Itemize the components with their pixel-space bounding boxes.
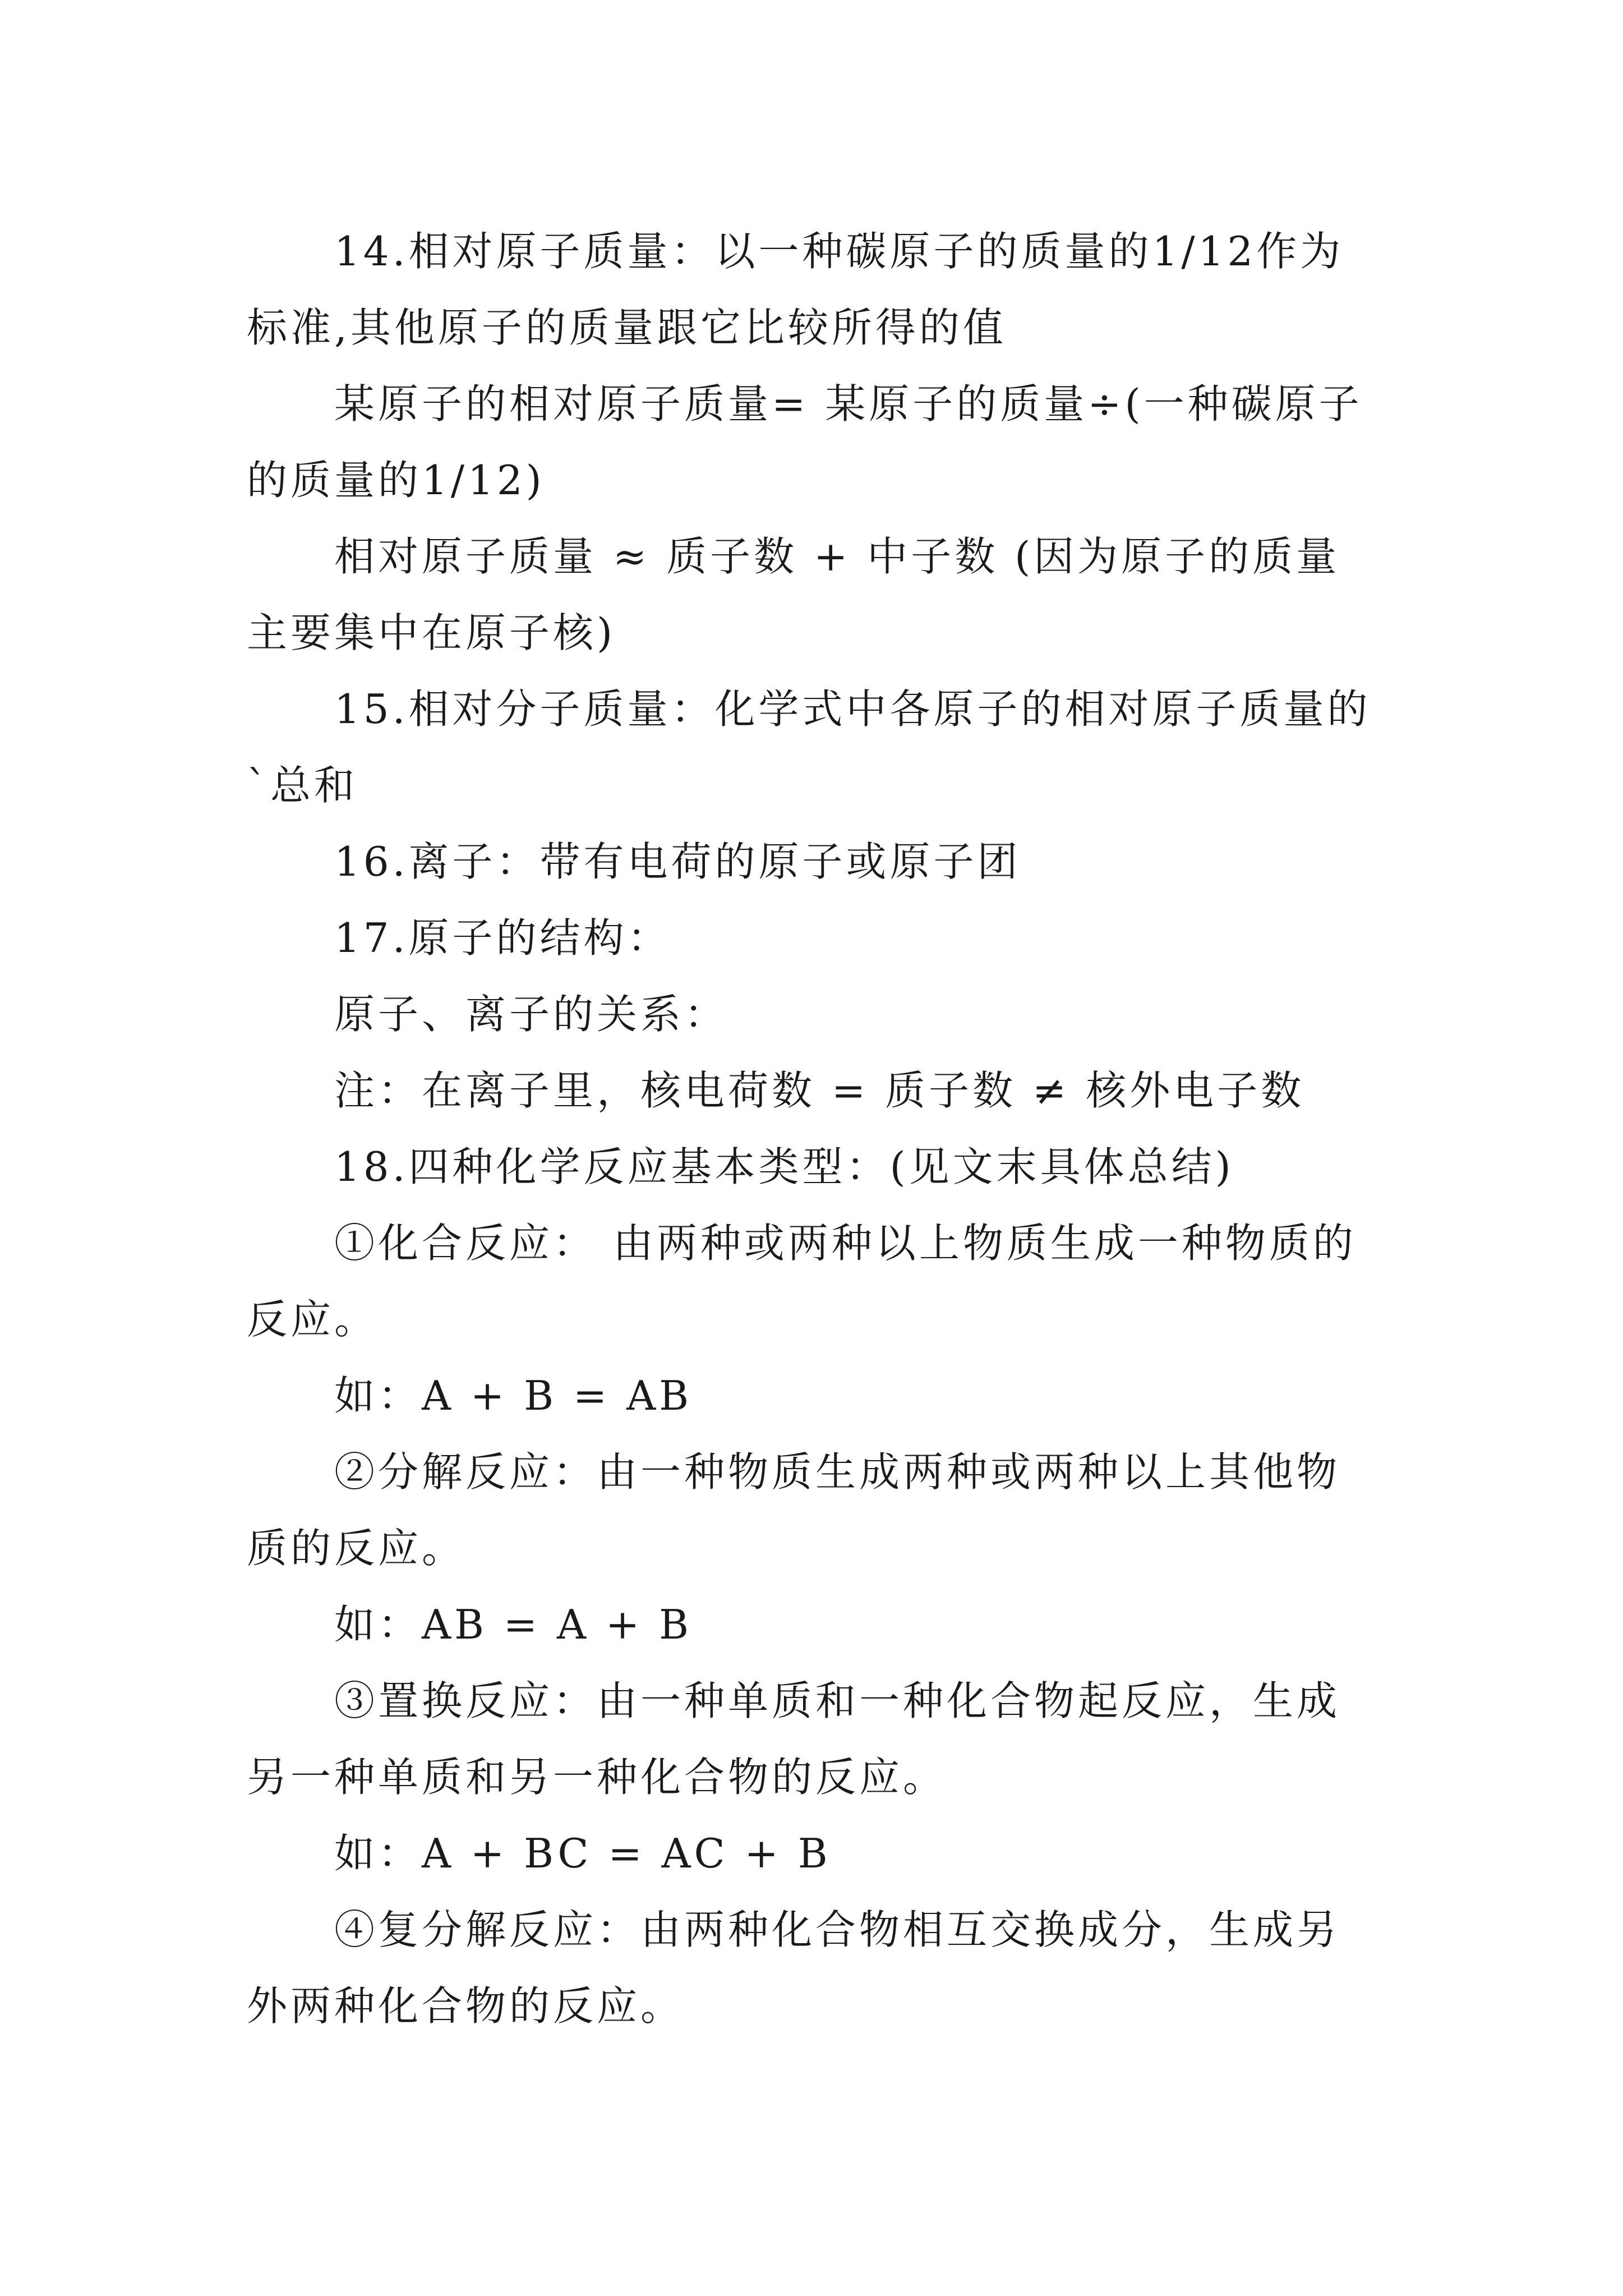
paragraph-relative-atomic-mass-approximation: 相对原子质量 ≈ 质子数 + 中子数 (因为原子的质量主要集中在原子核) [247,533,1340,656]
paragraph-decomposition-reaction: ②分解反应：由一种物质生成两种或两种以上其他物质的反应。 [247,1448,1341,1572]
paragraph-displacement-example: 如：A + BC = AC + B [334,1830,831,1877]
paragraph-displacement-reaction: ③置换反应：由一种单质和一种化合物起反应，生成另一种单质和另一种化合物的反应。 [247,1677,1341,1801]
paragraph-combination-example: 如：A + B = AB [334,1372,693,1419]
paragraph-decomposition-example: 如：AB = A + B [334,1601,693,1648]
paragraph-atom-structure: 17.原子的结构： [334,914,671,961]
document-body [247,213,1380,2044]
paragraph-reaction-types: 18.四种化学反应基本类型：(见文末具体总结) [334,1143,1234,1190]
paragraph-ion-note: 注：在离子里，核电荷数 = 质子数 ≠ 核外电子数 [334,1067,1305,1114]
paragraph-relative-molecular-mass: 15.相对分子质量：化学式中各原子的相对原子质量的`总和 [247,685,1371,809]
paragraph-double-displacement-reaction: ④复分解反应：由两种化合物相互交换成分，生成另外两种化合物的反应。 [247,1906,1341,2030]
paragraph-combination-reaction: ①化合反应： 由两种或两种以上物质生成一种物质的反应。 [247,1220,1357,1343]
paragraph-atom-ion-relation: 原子、离子的关系： [334,991,728,1038]
paragraph-relative-atomic-mass-definition: 14.相对原子质量：以一种碳原子的质量的1/12作为标准,其他原子的质量跟它比较所得的值 [247,228,1344,351]
paragraph-relative-atomic-mass-formula: 某原子的相对原子质量= 某原子的质量÷(一种碳原子的质量的1/12) [247,380,1363,504]
paragraph-ion-definition: 16.离子：带有电荷的原子或原子团 [334,838,1021,885]
